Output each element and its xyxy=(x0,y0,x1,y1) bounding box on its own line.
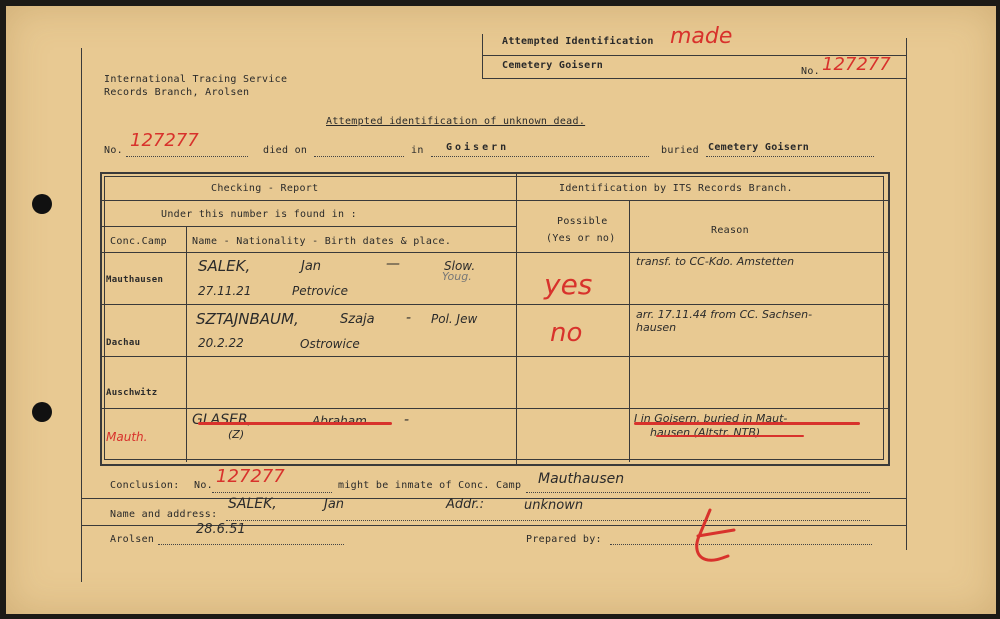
in-label: in xyxy=(411,145,424,156)
org-line-1: International Tracing Service xyxy=(104,74,288,85)
found-in-header: Under this number is found in : xyxy=(161,209,357,220)
checking-report-header: Checking - Report xyxy=(211,183,319,194)
row4-reason-1: I in Goisern, buried in Maut- xyxy=(634,412,788,425)
table-row-h2 xyxy=(100,226,516,227)
row1-dash: — xyxy=(386,256,400,272)
punch-hole-top xyxy=(32,194,52,214)
row4-name-strike xyxy=(198,422,392,425)
signature-mark xyxy=(676,506,746,566)
row2-possible: no xyxy=(550,318,583,348)
cemetery-label: Cemetery Goisern xyxy=(502,60,604,71)
row1-name: SALEK, xyxy=(198,257,251,275)
footer-date: 28.6.51 xyxy=(196,522,246,537)
row4-camp: Mauth. xyxy=(106,430,148,444)
buried-value: Cemetery Goisern xyxy=(708,142,810,153)
row2-first: Szaja xyxy=(340,312,375,327)
row2-place: Ostrowice xyxy=(300,337,360,351)
conclusion-camp: Mauthausen xyxy=(538,471,625,487)
table-divider-reason xyxy=(629,200,630,462)
attempted-identification-label: Attempted Identification xyxy=(502,36,654,47)
row1-birth: 27.11.21 xyxy=(198,284,252,298)
form-title: Attempted identification of unknown dead. xyxy=(326,116,586,127)
row4-reason-strike-1 xyxy=(634,422,860,425)
prepared-by-label: Prepared by: xyxy=(526,534,602,545)
row2-nationality: Pol. Jew xyxy=(431,312,478,326)
table-row-h1 xyxy=(100,200,888,201)
index-card xyxy=(6,6,996,614)
table-row-h3 xyxy=(100,252,888,253)
row3-camp: Auschwitz xyxy=(106,388,158,398)
name-column-header: Name - Nationality - Birth dates & place. xyxy=(192,236,452,247)
address-label: Addr.: xyxy=(446,497,485,512)
made-handwritten: made xyxy=(670,24,733,49)
table-divider-main xyxy=(516,172,517,464)
in-value: Goisern xyxy=(446,142,510,153)
conclusion-text: might be inmate of Conc. Camp xyxy=(338,480,522,491)
row2-birth: 20.2.22 xyxy=(198,336,244,350)
row4-birth: (Z) xyxy=(228,428,245,441)
header-box-bottom xyxy=(482,78,906,79)
row1-nationality-2: Youg. xyxy=(442,270,472,283)
table-row-h4 xyxy=(100,304,888,305)
row2-camp: Dachau xyxy=(106,338,141,348)
died-on-dots xyxy=(314,156,404,157)
line1-no-value: 127277 xyxy=(130,130,199,151)
conclusion-label: Conclusion: xyxy=(110,480,180,491)
conclusion-no-label: No. xyxy=(194,480,213,491)
row1-first: Jan xyxy=(301,259,322,274)
in-dots xyxy=(431,156,649,157)
row4-dash: - xyxy=(404,412,410,428)
buried-label: buried xyxy=(661,145,699,156)
row2-reason-1: arr. 17.11.44 from CC. Sachsen- xyxy=(636,308,813,321)
table-row-h6 xyxy=(100,408,888,409)
possible-column-subheader: (Yes or no) xyxy=(546,233,616,244)
name-address-dots xyxy=(226,520,870,521)
footer-place: Arolsen xyxy=(110,534,155,545)
camp-column-header: Conc.Camp xyxy=(110,236,167,247)
address-value: unknown xyxy=(524,498,584,513)
footer-date-dots xyxy=(158,544,344,545)
row4-reason-strike-2 xyxy=(656,435,804,437)
row1-nationality: Slow. xyxy=(444,259,476,273)
conclusion-no-dots xyxy=(212,492,332,493)
line1-no-dots xyxy=(126,156,248,157)
name-address-label: Name and address: xyxy=(110,509,218,520)
table-divider-camp xyxy=(186,226,187,462)
reason-column-header: Reason xyxy=(711,225,749,236)
header-no-label: No. xyxy=(801,66,820,77)
row4-first: Abraham xyxy=(312,414,367,428)
identification-header: Identification by ITS Records Branch. xyxy=(559,183,793,194)
row2-reason-2: hausen xyxy=(636,321,677,334)
row2-name: SZTAJNBAUM, xyxy=(196,310,299,328)
possible-column-header: Possible xyxy=(557,216,608,227)
row1-place: Petrovice xyxy=(292,284,349,298)
line1-no-label: No. xyxy=(104,145,123,156)
conclusion-rule xyxy=(82,498,906,499)
header-box-left xyxy=(482,34,483,78)
left-margin-rule xyxy=(81,48,82,582)
table-row-h5 xyxy=(100,356,888,357)
org-line-2: Records Branch, Arolsen xyxy=(104,87,250,98)
punch-hole-bottom xyxy=(32,402,52,422)
row1-camp: Mauthausen xyxy=(106,275,164,285)
header-no-value: 127277 xyxy=(822,54,891,75)
buried-dots xyxy=(706,156,874,157)
name-address-first: Jan xyxy=(324,497,345,512)
conclusion-no-value: 127277 xyxy=(216,466,285,487)
row4-reason-2: hausen (Altstr. NTB) xyxy=(650,426,761,439)
row4-name: GLASER, xyxy=(192,412,253,428)
name-address-name: SALEK, xyxy=(228,496,277,512)
row1-reason: transf. to CC-Kdo. Amstetten xyxy=(636,255,795,268)
row1-possible: yes xyxy=(544,268,593,301)
died-on-label: died on xyxy=(263,145,308,156)
conclusion-camp-dots xyxy=(526,492,870,493)
right-margin-rule xyxy=(906,38,907,550)
row2-dash: - xyxy=(406,310,412,326)
